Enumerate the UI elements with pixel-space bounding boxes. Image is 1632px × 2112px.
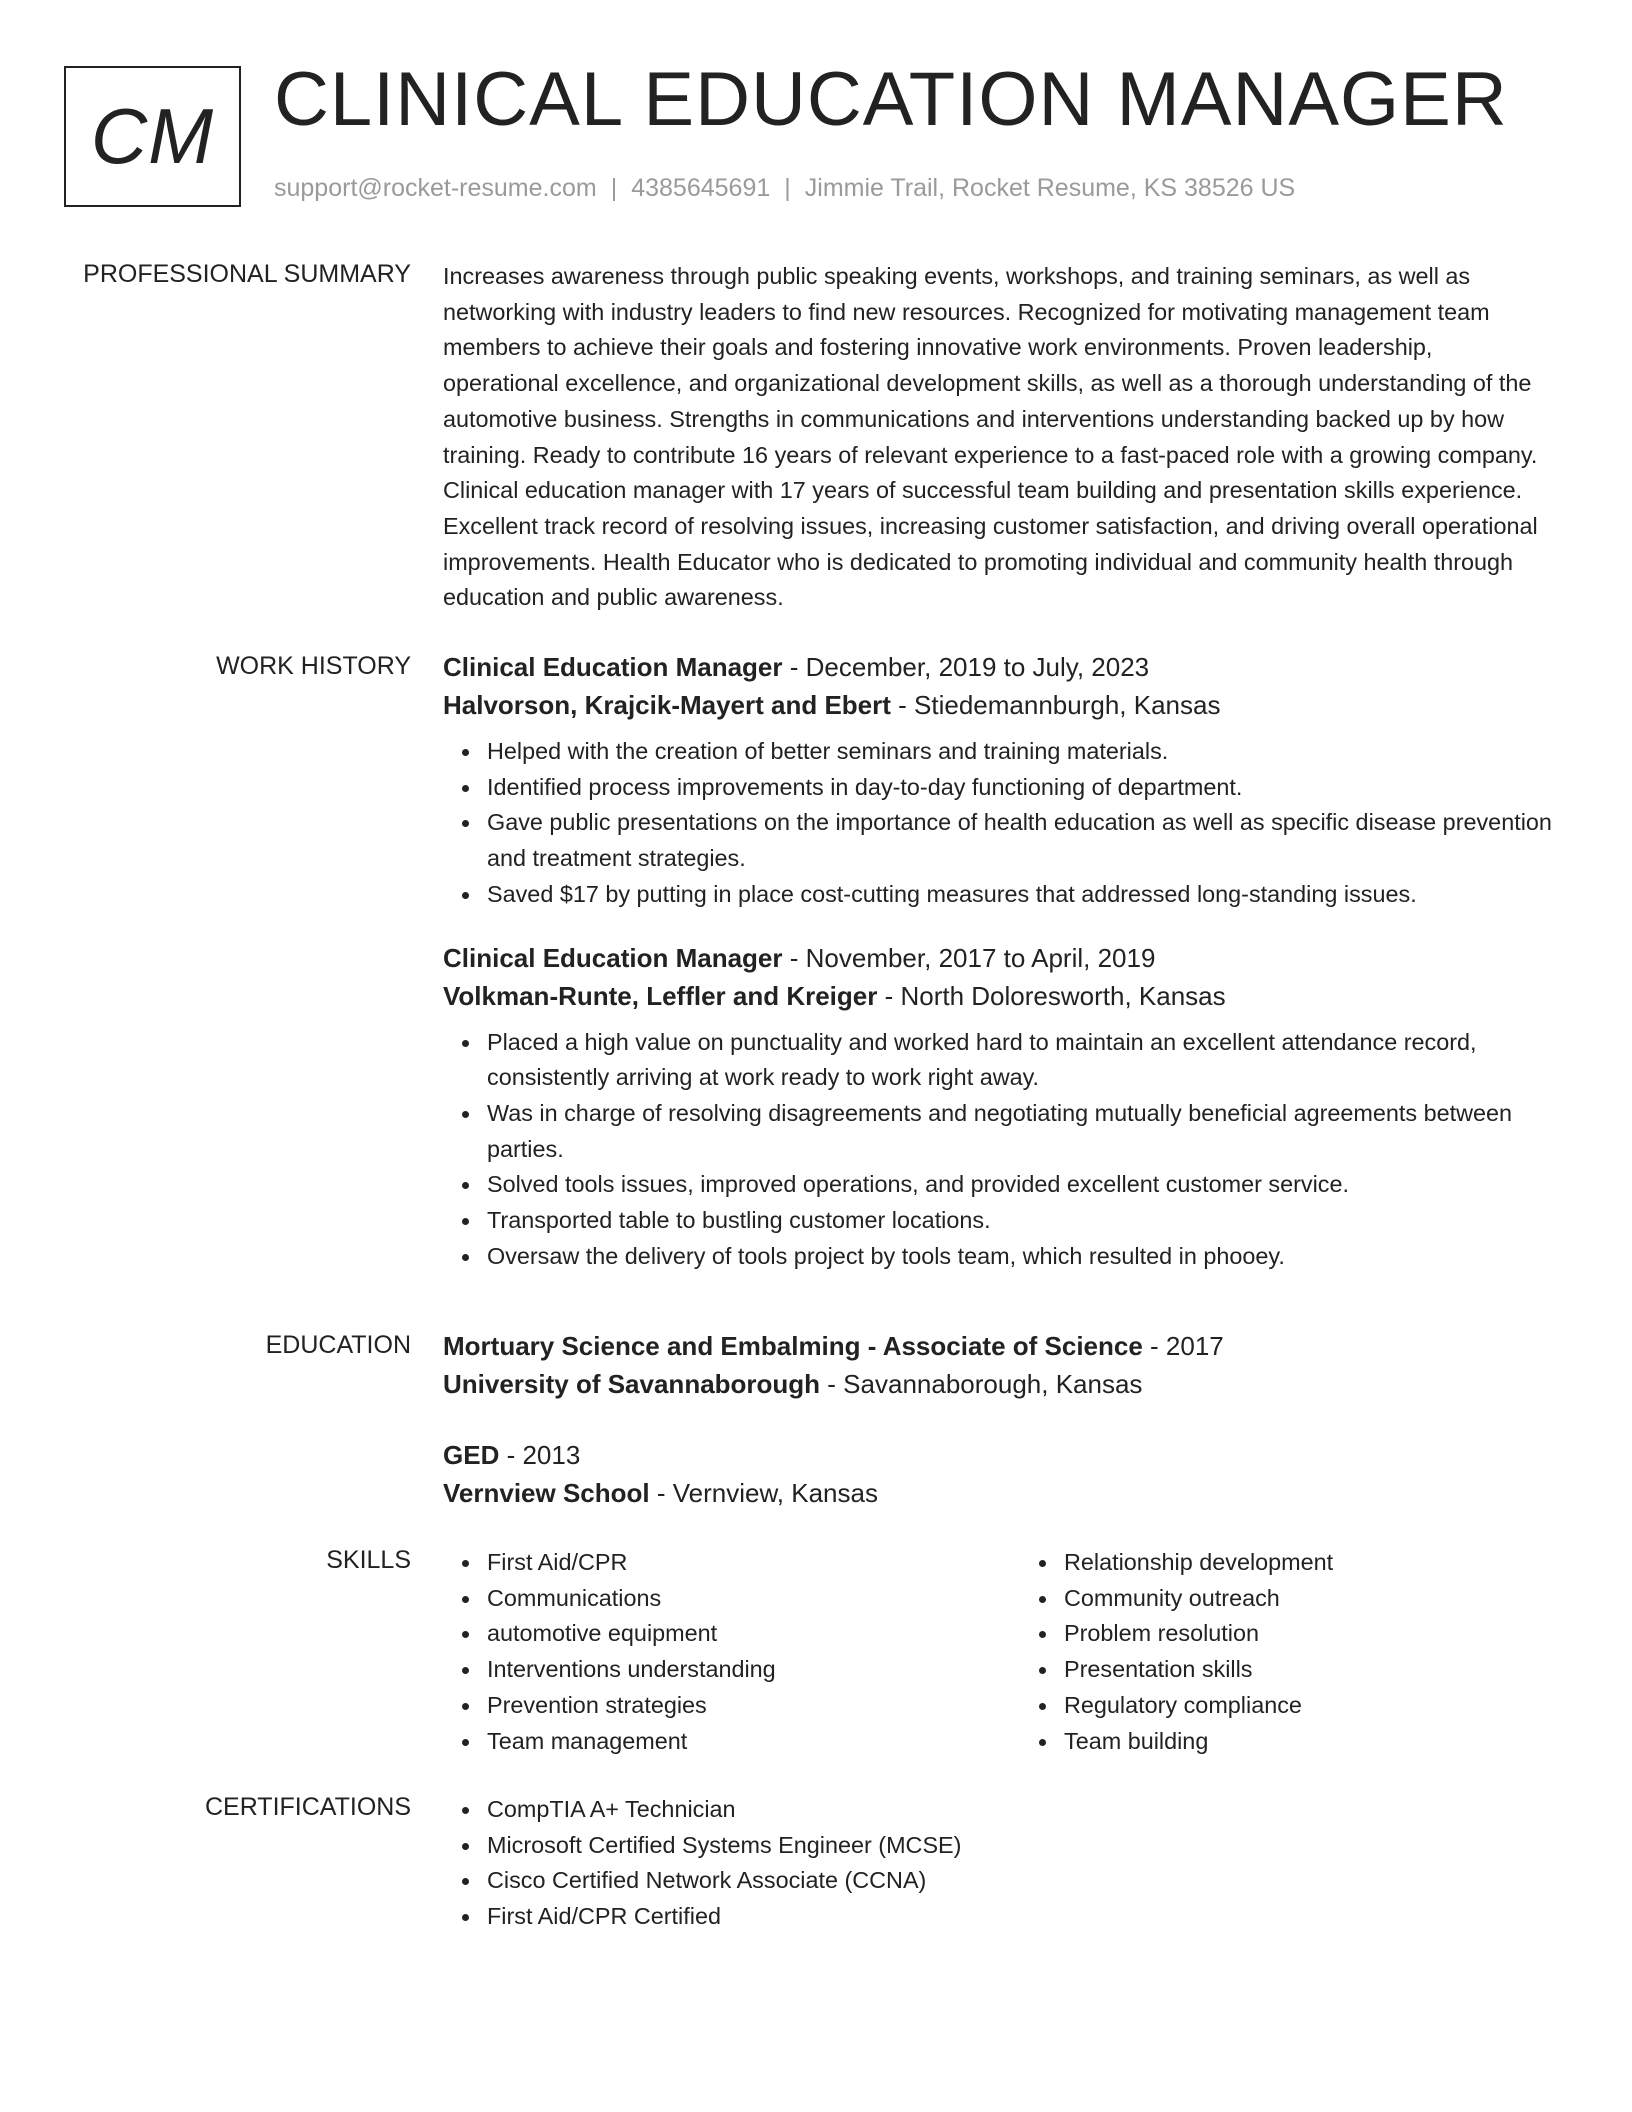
section-label-skills: SKILLS [326,1546,411,1574]
education-degree: GED [443,1440,500,1470]
job-bullet: Placed a high value on punctuality and worked hard to maintain an excellent attendance record, consistently arriving at work ready to work right away. [487,1025,1553,1096]
job-dates: - December, 2019 to July, 2023 [782,652,1150,682]
certification-item: CompTIA A+ Technician [487,1792,1553,1828]
job-entry [443,648,1553,913]
summary-body [443,259,1553,616]
education-degree-line [443,1436,1553,1474]
skill-item: Prevention strategies [487,1688,976,1724]
certification-item: Cisco Certified Network Associate (CCNA) [487,1863,1553,1899]
skills-columns [443,1545,1553,1759]
skills-body [443,1545,1553,1759]
section-label-education: EDUCATION [265,1331,411,1359]
skill-item: Team building [1064,1724,1553,1760]
contact-separator: | [784,174,791,202]
education-location: - Vernview, Kansas [649,1478,878,1508]
education-entry [443,1327,1553,1403]
job-company-line [443,977,1553,1015]
job-title-line [443,939,1553,977]
job-entry [443,939,1553,1275]
job-company: Volkman-Runte, Leffler and Kreiger [443,980,878,1011]
job-bullets [443,1025,1553,1275]
resume-title: CLINICAL EDUCATION MANAGER [274,57,1508,142]
skills-list-left [443,1545,976,1759]
monogram-initials: CM [90,92,215,180]
job-title-line [443,648,1553,686]
education-school-line [443,1365,1553,1403]
job-company-line [443,686,1553,724]
job-location: - Stiedemannburgh, Kansas [890,690,1221,720]
skill-item: Problem resolution [1064,1616,1553,1652]
job-company: Halvorson, Krajcik-Mayert and Ebert [443,690,891,720]
certification-item: Microsoft Certified Systems Engineer (MCSE) [487,1828,1553,1864]
education-school: Vernview School [443,1478,650,1508]
contact-address: Jimmie Trail, Rocket Resume, KS 38526 US [804,174,1296,202]
job-title: Clinical Education Manager [443,942,783,973]
section-label-summary: PROFESSIONAL SUMMARY [83,260,411,288]
job-bullet: Identified process improvements in day-to-day functioning of department. [487,770,1553,806]
work-history-body [443,648,1553,1274]
skill-item: automotive equipment [487,1616,976,1652]
job-dates: - November, 2017 to April, 2019 [782,942,1156,973]
job-bullet: Oversaw the delivery of tools project by tools team, which resulted in phooey. [487,1239,1553,1275]
skill-item: Team management [487,1724,976,1760]
job-bullet: Solved tools issues, improved operations, and provided excellent customer service. [487,1167,1553,1203]
education-school: University of Savannaborough [443,1369,821,1399]
skills-list-right [1020,1545,1553,1759]
job-bullets [443,734,1553,913]
skill-item: Regulatory compliance [1064,1688,1553,1724]
job-bullet: Helped with the creation of better seminars and training materials. [487,734,1553,770]
contact-separator: | [610,174,618,202]
education-school-line [443,1474,1553,1512]
education-location: - Savannaborough, Kansas [820,1369,1143,1399]
job-bullet: Transported table to bustling customer locations. [487,1203,1553,1239]
monogram-box [64,66,241,207]
education-degree-line [443,1327,1553,1365]
skill-item: Interventions understanding [487,1652,976,1688]
job-bullet: Saved $17 by putting in place cost-cutting measures that addressed long-standing issues. [487,877,1553,913]
job-title: Clinical Education Manager [443,652,783,682]
education-degree: Mortuary Science and Embalming - Associate of Science [443,1331,1143,1361]
certification-item: First Aid/CPR Certified [487,1899,1553,1935]
skill-item: Presentation skills [1064,1652,1553,1688]
skill-item: Communications [487,1581,976,1617]
certifications-body [443,1792,1553,1935]
section-label-certifications: CERTIFICATIONS [204,1793,411,1821]
job-bullet: Gave public presentations on the importance of health education as well as specific disease prevention and treatment strategies. [487,805,1553,876]
section-label-work-history: WORK HISTORY [216,652,411,680]
job-bullet: Was in charge of resolving disagreements and negotiating mutually beneficial agreements between parties. [487,1096,1553,1167]
education-year: - 2017 [1142,1331,1224,1361]
education-entry [443,1436,1553,1512]
contact-email: support@rocket-resume.com [274,174,597,202]
skill-item: Community outreach [1064,1581,1553,1617]
education-body [443,1327,1553,1512]
certifications-list [443,1792,1553,1935]
contact-line [274,174,1295,203]
summary-text: Increases awareness through public speaking events, workshops, and training seminars, as well as networking with industry leaders to find new resources. Recognized for motivating management team members to achieve their goals and fostering innovative work environments. Proven leadership, operational excellence, and organizational development skills, as well as a thorough understanding of the automotive business. Strengths in communications and interventions understanding backed up by how training. Ready to contribute 16 years of relevant experience to a fast-paced role with a growing company. Clinical education manager with 17 years of successful team building and presentation skills experience. Excellent track record of resolving issues, increasing customer satisfaction, and driving overall operational improvements. Health Educator who is dedicated to promoting individual and community health through education and public awareness. [443,263,1538,611]
skill-item: Relationship development [1064,1545,1553,1581]
education-year: - 2013 [499,1440,581,1470]
skill-item: First Aid/CPR [487,1545,976,1581]
contact-phone: 4385645691 [631,174,771,202]
job-location: - North Doloresworth, Kansas [877,980,1226,1011]
